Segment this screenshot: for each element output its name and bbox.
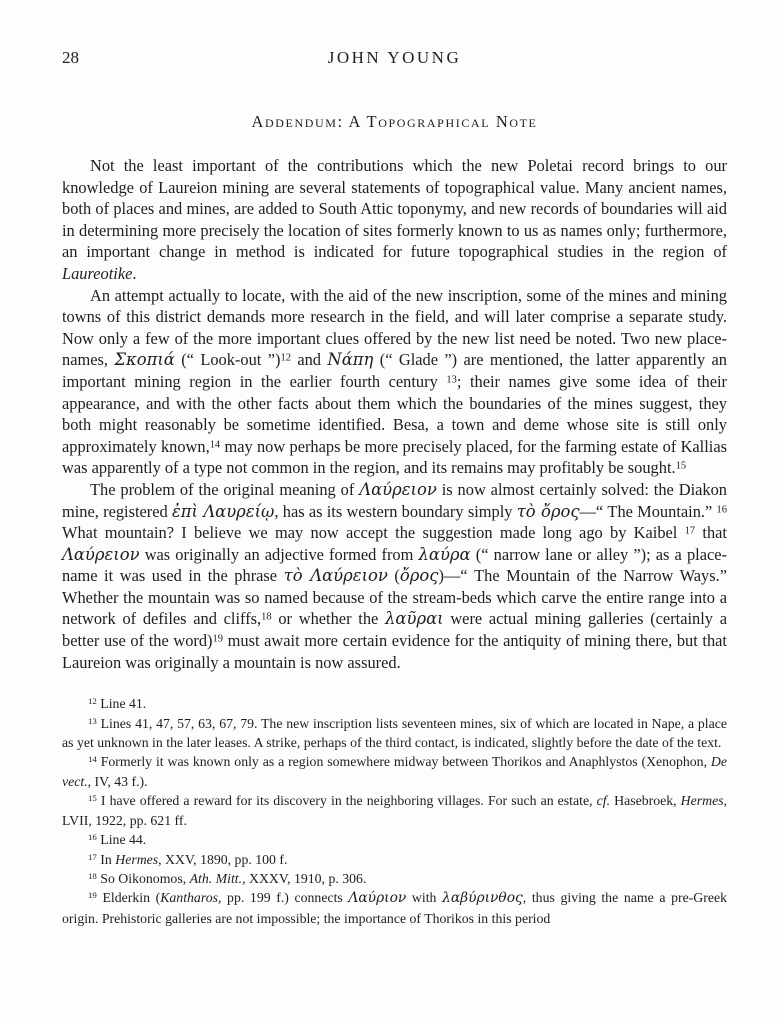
footnote [62,888,727,928]
text-run: (“ Glade ”) are mentioned, the latter apparently an important mining region in the earlier fourth century [62,350,727,391]
text-run: was originally an adjective formed from [139,544,419,564]
footnote-number: 14 [88,754,97,765]
greek-text: λαύρα [418,544,471,564]
text-run: or whether the [271,609,386,629]
text-run: may now perhaps be more precisely placed, for the farming estate of Kallias was apparently of a type not common in the region, and its remains may profitably be sought. [62,436,728,478]
footnote-ref: 14 [209,439,221,450]
text-run: , XXV, 1890, pp. 100 f. [158,851,288,867]
paragraph [62,155,727,285]
text-run: (“ Look-out ”) [174,350,281,370]
footnote [62,752,727,791]
paragraph [62,479,727,673]
text-run: Elderkin ( [102,890,161,906]
text-run: Lines 41, 47, 57, 63, 67, 79. The new inscription lists seventeen mines, six of which are located in Nape, a place as yet unknown in the later leases. A strike, perhaps of the third contact, is indicated, slightly before the date of the text. [62,715,727,751]
text-run: (“ narrow lane or alley ”); as a place-name it was used in the phrase [62,544,727,586]
footnote-ref: 16 [716,503,727,515]
text-run: An attempt actually to locate, with the aid of the new inscription, some of the mines and mining towns of this district demands more research in the field, and will later comprise a separate study. Now only a few of the more important clues offered by the new list need be noted. Two new place-names, [62,285,727,370]
page-number: 28 [62,48,79,67]
footnote [62,714,727,753]
greek-text: ἐπὶ Λαυρείῳ [171,501,275,521]
text-run: ; their names give some idea of their appearance, and with the other facts about them which the boundaries of the mines suggest, they both might reasonably be sometime identified. Besa, a town and deme whose site is still only approximately known, [62,371,728,456]
text-run: that [695,523,727,543]
text-run: Kantharos [160,890,218,906]
text-run: Line 41. [100,696,147,712]
footnote-number: 17 [88,851,97,862]
greek-text: τὸ Λαύρειον [283,566,388,586]
footnote [62,830,727,849]
text-run: I have offered a reward for its discovery in the neighboring villages. For such an estate, [100,793,597,809]
greek-text: Σκοπιά [114,350,175,370]
text-run: So Oikonomos, [100,870,190,886]
text-run: Hermes [680,793,724,809]
footnote [62,869,727,888]
body-text [62,155,727,673]
text-run: , IV, 43 f.). [87,773,148,789]
footnote [62,791,727,830]
text-run: . [132,263,137,283]
text-run: and [290,350,328,370]
text-run: is now almost certainly solved: the Diakon mine, registered [62,479,727,521]
text-run: , thus giving the name a pre-Greek origin. Prehistoric galleries are not impossible; the importance of Thorikos in this period [62,890,727,926]
text-run: Laureotike [62,263,133,283]
footnote-ref: 12 [280,352,291,364]
text-run: Not the least important of the contributions which the new Poletai record brings to our knowledge of Laureion mining are several statements of topographical value. Many ancient names, both of places and mines, are added to South Attic toponymy, and new records of boundaries will aid in determining more precisely the location of sites formerly known to us as names only; furthermore, an important change in method is indicated for future topographical studies in the region of [62,156,727,262]
greek-text: Λαύρειον [62,544,140,564]
text-run: What mountain? I believe we may now accept the suggestion made long ago by Kaibel [62,523,685,543]
footnote-number: 12 [88,696,97,707]
text-run: —“ The Mountain.” [579,501,717,521]
paragraph [62,285,727,479]
text-run: , LVII, 1922, pp. 621 ff. [62,793,728,828]
footnote-number: 16 [88,832,97,843]
running-head: JOHN YOUNG [327,48,462,67]
greek-text: Νάπη [327,350,374,370]
greek-text: τὸ ὄρος [516,501,580,521]
text-run: , XXXV, 1910, p. 306. [242,870,367,886]
footnote-ref: 17 [684,525,696,537]
footnote-number: 18 [88,870,97,881]
text-run: Line 44. [100,832,147,848]
page-header [62,48,727,70]
footnote-ref: 18 [261,611,272,623]
footnote-number: 15 [88,793,97,804]
text-run: )—“ The Mountain of the Narrow Ways.” Whether the mountain was so named because of the stream-beds which carve the entire range into a network of defiles and cliffs, [62,566,727,629]
greek-text: λαῦραι [385,609,444,629]
text-run: Hermes [115,851,159,867]
text-run: cf. [596,793,611,809]
text-run: with [406,890,443,906]
greek-text: ὄρος [399,566,439,586]
text-run: The problem of the original meaning of [90,479,360,499]
text-run: , has as its western boundary simply [274,501,517,521]
text-run: Hasebroek, [610,793,681,809]
footnote-number: 13 [88,715,97,726]
text-run: must await more certain evidence for the antiquity of mining there, but that Laureion was originally a mountain is now assured. [62,631,727,672]
text-run: In [100,851,116,867]
greek-text: λαβύρινθος [442,890,523,907]
greek-text: Λαύρειον [359,479,437,499]
text-run: De vect. [62,754,727,789]
text-run: Ath. Mitt. [189,870,243,886]
section-title: Addendum: A Topographical Note [251,112,538,131]
text-run: , pp. 199 f.) connects [217,890,349,906]
footnote-ref: 13 [446,374,457,386]
text-run: were actual mining galleries (certainly a better use of the word) [62,609,727,651]
text-run: Formerly it was known only as a region somewhere midway between Thorikos and Anaphlystos (Xenophon, [100,754,711,770]
text-run: ( [387,566,400,586]
footnote [62,850,727,869]
footnotes [62,694,727,928]
footnote-ref: 15 [675,460,687,472]
footnote-ref: 19 [212,633,223,645]
footnote [62,694,727,713]
greek-text: Λαύριον [348,890,407,907]
footnote-number: 19 [88,890,97,901]
